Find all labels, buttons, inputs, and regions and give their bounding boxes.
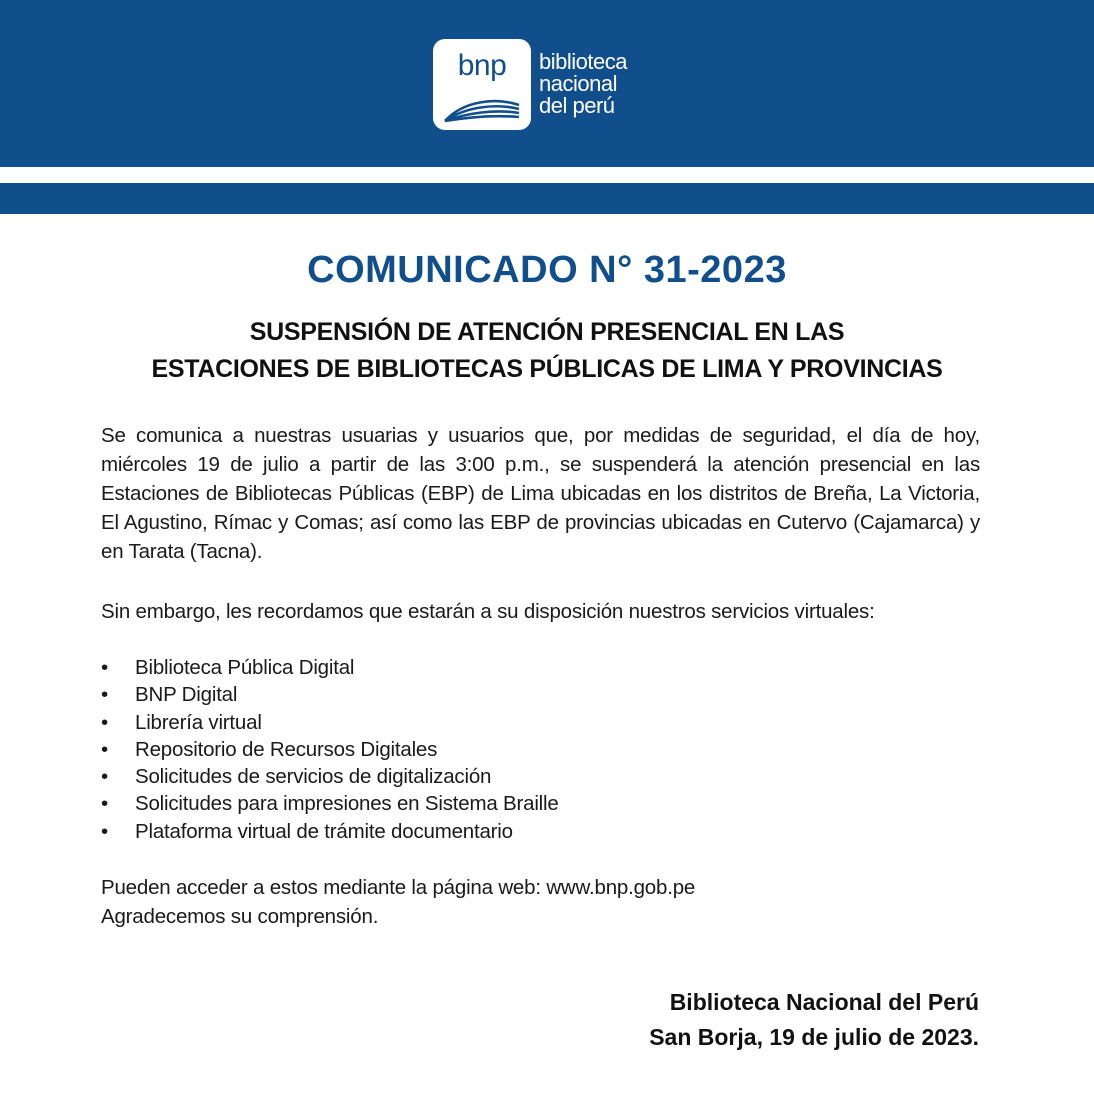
list-item <box>101 818 559 845</box>
signature-date: San Borja, 19 de julio de 2023. <box>649 1024 979 1050</box>
signature-org: Biblioteca Nacional del Perú <box>669 989 979 1015</box>
bullet-icon: • <box>101 683 108 707</box>
services-list <box>101 654 559 845</box>
header-divider <box>0 167 1094 183</box>
header-stripe <box>0 183 1094 214</box>
bullet-icon: • <box>101 792 108 816</box>
logo-wordmark <box>539 51 627 117</box>
list-item <box>101 763 559 790</box>
logo-word: del perú <box>539 93 615 118</box>
page-subtitle <box>0 314 1094 388</box>
list-item <box>101 790 559 817</box>
signature-block <box>649 985 979 1055</box>
list-item <box>101 681 559 708</box>
closing-text <box>101 873 695 931</box>
service-label: Biblioteca Pública Digital <box>135 656 355 679</box>
bullet-icon: • <box>101 765 108 789</box>
list-item <box>101 709 559 736</box>
service-label: Librería virtual <box>135 710 262 734</box>
services-intro: Sin embargo, les recordamos que estarán a su disposición nuestros servicios virtuales: <box>101 600 875 623</box>
logo-word: nacional <box>539 71 617 96</box>
bullet-icon: • <box>101 656 108 679</box>
subtitle-line: ESTACIONES DE BIBLIOTECAS PÚBLICAS DE LIMA Y PROVINCIAS <box>151 355 943 383</box>
service-label: Solicitudes de servicios de digitalización <box>135 765 492 789</box>
book-pages-icon <box>443 95 521 125</box>
thanks-line: Agradecemos su comprensión. <box>101 905 379 928</box>
logo-word: biblioteca <box>539 49 627 74</box>
bullet-icon: • <box>101 737 108 761</box>
subtitle-line: SUSPENSIÓN DE ATENCIÓN PRESENCIAL EN LAS <box>249 318 845 346</box>
service-label: Repositorio de Recursos Digitales <box>135 737 438 761</box>
list-item <box>101 654 559 681</box>
page-title: COMUNICADO N° 31-2023 <box>307 249 787 291</box>
bullet-icon: • <box>101 710 108 734</box>
service-label: BNP Digital <box>135 683 238 707</box>
logo-mark <box>433 39 531 130</box>
list-item <box>101 736 559 763</box>
logo-mark-text: bnp <box>457 48 507 82</box>
service-label: Plataforma virtual de trámite documentario <box>135 819 513 843</box>
bnp-logo <box>433 38 627 130</box>
website-line: Pueden acceder a estos mediante la página web: www.bnp.gob.pe <box>101 876 696 899</box>
service-label: Solicitudes para impresiones en Sistema Braille <box>135 792 559 816</box>
bullet-icon: • <box>101 819 108 843</box>
announcement-paragraph: Se comunica a nuestras usuarias y usuarios que, por medidas de seguridad, el día de hoy, miércoles 19 de julio a partir de las 3:00 p.m., se suspenderá la atención presencial en las Estaciones de Bibliotecas Públicas (EBP) de Lima ubicadas en los distritos de Breña, La Victoria, El Agustino, Rímac y Comas; así como las EBP de provincias ubicadas en Cutervo (Cajamarca) y en Tarata (Tacna). <box>101 424 980 563</box>
